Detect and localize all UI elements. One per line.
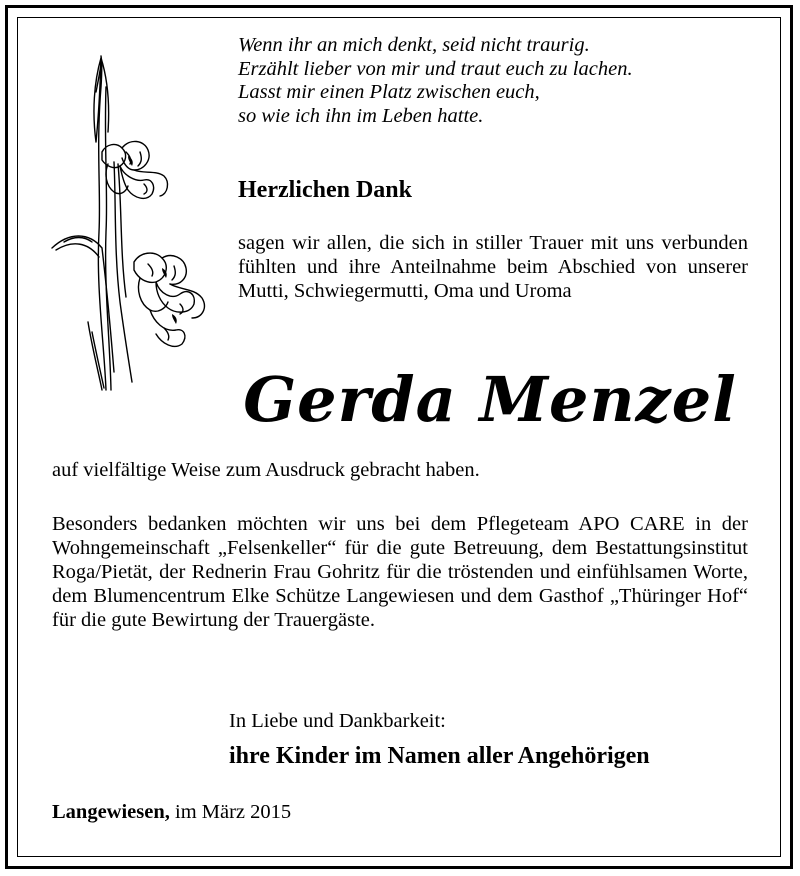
place-date — [52, 799, 291, 825]
expression-line: auf vielfältige Weise zum Ausdruck gebracht haben. — [52, 459, 480, 481]
poem-line: Wenn ihr an mich denkt, seid nicht traurig. — [238, 34, 590, 56]
thanks-heading: Herzlichen Dank — [238, 177, 412, 203]
iris-flower-icon — [44, 52, 219, 394]
poem-line: Lasst mir einen Platz zwischen euch, — [238, 81, 540, 103]
deceased-name: Gerda Menzel — [243, 363, 737, 436]
closing-signature: ihre Kinder im Namen aller Angehörigen — [229, 743, 650, 769]
poem-line: so wie ich ihn im Leben hatte. — [238, 104, 484, 127]
thanks-body: sagen wir allen, die sich in stiller Trauer mit uns verbunden fühlten und ihre Anteilnahme beim Abschied von unserer Mutti, Schwiegermutti, Oma und Uroma — [238, 232, 748, 302]
memorial-poem — [238, 34, 778, 128]
poem-line: Erzählt lieber von mir und traut euch zu lachen. — [238, 57, 633, 80]
special-thanks-paragraph: Besonders bedanken möchten wir uns bei dem Pflegeteam APO CARE in der Wohngemeinschaft „Felsenkeller“ für die gute Betreuung, dem Bestattungsinstitut Roga/Pietät, der Rednerin Frau Gohritz für die tröstenden und einfühlsamen Worte, dem Blumencentrum Elke Schütze Langewiesen und dem Gasthof „Thüringer Hof“ für die gute Bewirtung der Trauergäste. — [52, 513, 748, 631]
closing-greeting: In Liebe und Dankbarkeit: — [229, 710, 446, 732]
date-text: im März 2015 — [175, 801, 292, 823]
place-name: Langewiesen, — [52, 801, 170, 823]
